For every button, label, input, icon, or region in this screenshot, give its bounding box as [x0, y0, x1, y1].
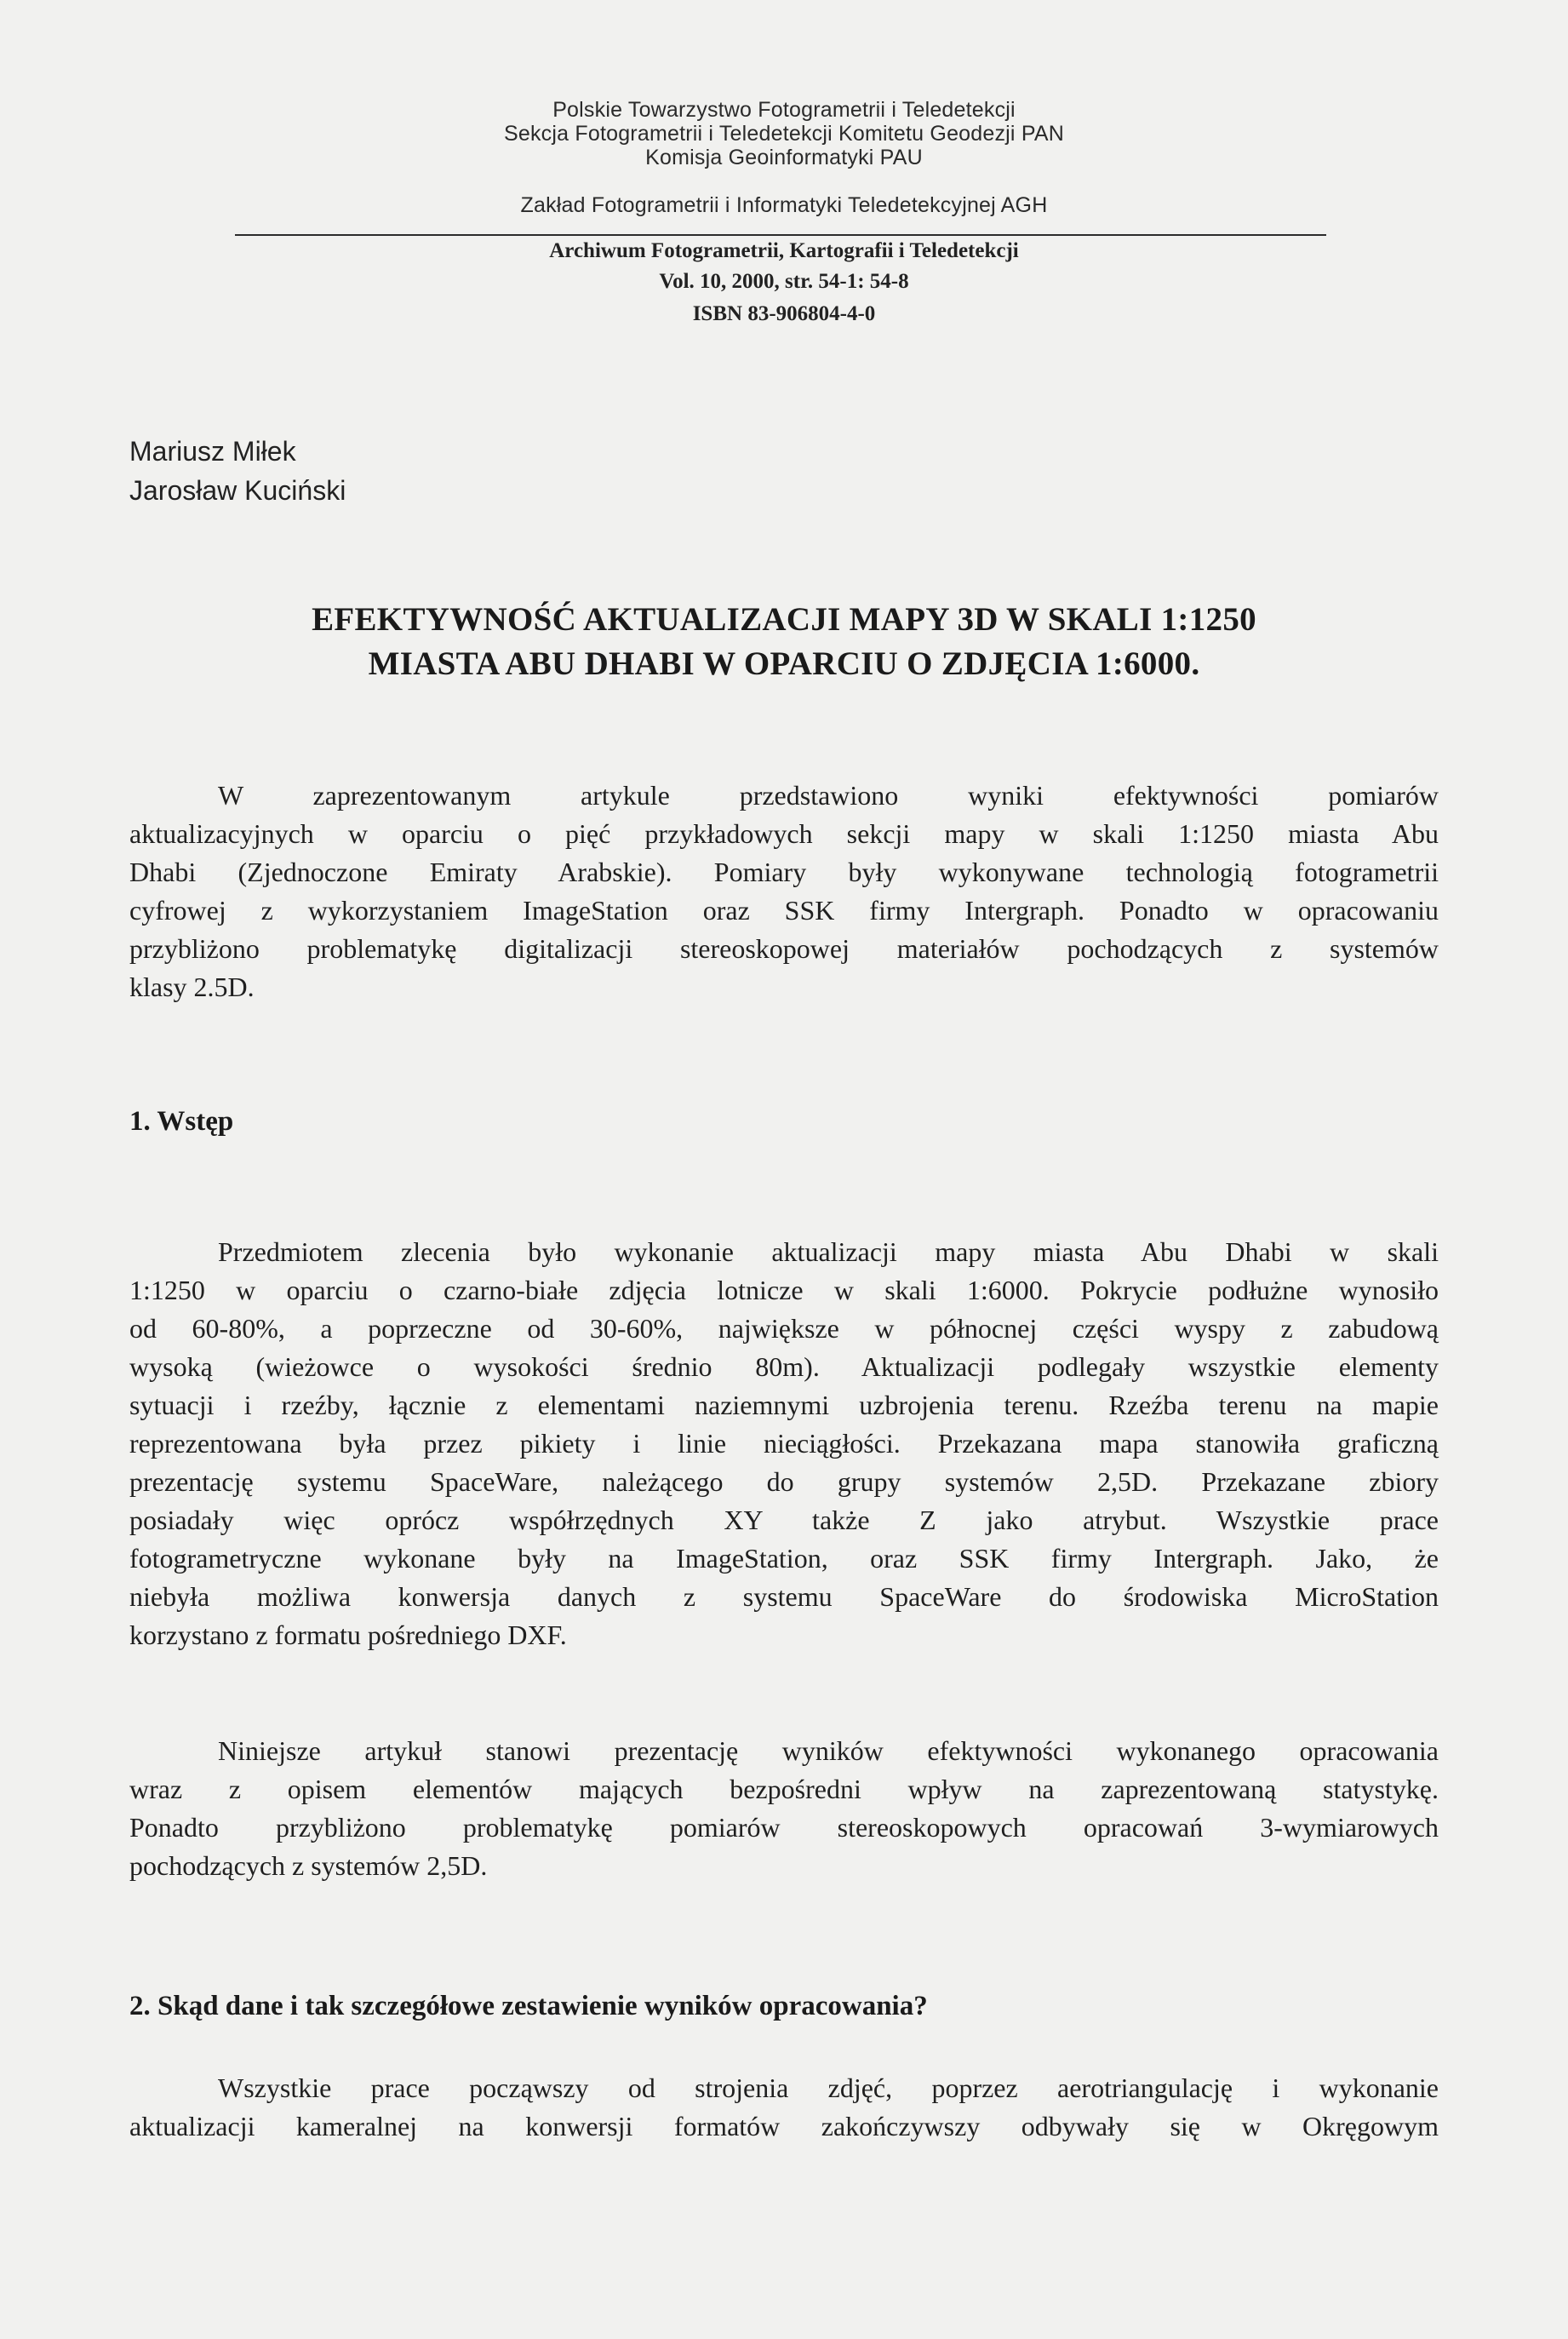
abstract-line: klasy 2.5D. — [129, 972, 255, 1002]
abstract-line: przybliżono problematykę digitalizacji stereoskopowej materiałów pochodzących z systemów — [129, 933, 1439, 964]
journal-isbn: ISBN 83-906804-4-0 — [692, 302, 876, 325]
header-org-line-4: Zakład Fotogrametrii i Informatyki Teledetekcyjnej AGH — [520, 193, 1048, 217]
header-org-line-1: Polskie Towarzystwo Fotogrametrii i Teledetekcji — [552, 98, 1016, 122]
paragraph-line: Przedmiotem zlecenia było wykonanie aktualizacji mapy miasta Abu Dhabi w skali — [218, 1236, 1439, 1267]
journal-volume: Vol. 10, 2000, str. 54-1: 54-8 — [659, 270, 909, 293]
paragraph-line: od 60-80%, a poprzeczne od 30-60%, największe w północnej części wyspy z zabudową — [129, 1313, 1439, 1344]
abstract-line: aktualizacyjnych w oparciu o pięć przykładowych sekcji mapy w skali 1:1250 miasta Abu — [129, 818, 1439, 849]
paragraph-line: 1:1250 w oparciu o czarno-białe zdjęcia lotnicze w skali 1:6000. Pokrycie podłużne wynosiło — [129, 1275, 1439, 1305]
journal-title: Archiwum Fotogrametrii, Kartografii i Teledetekcji — [549, 239, 1019, 262]
paragraph-line: korzystano z formatu pośredniego DXF. — [129, 1620, 567, 1650]
paragraph-line: prezentację systemu SpaceWare, należącego do grupy systemów 2,5D. Przekazane zbiory — [129, 1466, 1439, 1497]
author-2: Jarosław Kuciński — [129, 475, 346, 506]
section-1-paragraph-1 — [129, 1233, 1439, 1654]
paragraph-line: posiadały więc oprócz współrzędnych XY także Z jako atrybut. Wszystkie prace — [129, 1505, 1439, 1535]
header-divider — [235, 234, 1326, 236]
paragraph-line: pochodzących z systemów 2,5D. — [129, 1850, 488, 1881]
abstract-line: Dhabi (Zjednoczone Emiraty Arabskie). Pomiary były wykonywane technologią fotogrametrii — [129, 857, 1439, 887]
section-2-paragraph-1 — [129, 2069, 1439, 2146]
abstract-line: W zaprezentowanym artykule przedstawiono wyniki efektywności pomiarów — [218, 780, 1439, 811]
abstract — [129, 777, 1439, 1006]
header-org-line-2: Sekcja Fotogrametrii i Teledetekcji Komitetu Geodezji PAN — [504, 122, 1064, 146]
paragraph-line: sytuacji i rzeźby, łącznie z elementami naziemnymi uzbrojenia terenu. Rzeźba terenu na mapie — [129, 1390, 1439, 1420]
paper-title-line-1: EFEKTYWNOŚĆ AKTUALIZACJI MAPY 3D W SKALI 1:1250 — [312, 601, 1256, 638]
section-1-paragraph-2 — [129, 1732, 1439, 1885]
paragraph-line: reprezentowana była przez pikiety i linie nieciągłości. Przekazana mapa stanowiła graficzną — [129, 1428, 1439, 1459]
paragraph-line: wysoką (wieżowce o wysokości średnio 80m). Aktualizacji podlegały wszystkie elementy — [129, 1351, 1439, 1382]
abstract-line: cyfrowej z wykorzystaniem ImageStation oraz SSK firmy Intergraph. Ponadto w opracowaniu — [129, 895, 1439, 926]
author-1: Mariusz Miłek — [129, 436, 296, 467]
paragraph-line: aktualizacji kameralnej na konwersji formatów zakończywszy odbywały się w Okręgowym — [129, 2111, 1439, 2141]
paragraph-line: Ponadto przybliżono problematykę pomiarów stereoskopowych opracowań 3-wymiarowych — [129, 1812, 1439, 1843]
paragraph-line: fotogrametryczne wykonane były na ImageStation, oraz SSK firmy Intergraph. Jako, że — [129, 1543, 1439, 1574]
paragraph-line: wraz z opisem elementów mających bezpośredni wpływ na zaprezentowaną statystykę. — [129, 1774, 1439, 1804]
paragraph-line: Wszystkie prace począwszy od strojenia zdjęć, poprzez aerotriangulację i wykonanie — [218, 2072, 1439, 2103]
paragraph-line: Niniejsze artykuł stanowi prezentację wyników efektywności wykonanego opracowania — [218, 1735, 1439, 1766]
paper-title-line-2: MIASTA ABU DHABI W OPARCIU O ZDJĘCIA 1:6000. — [368, 645, 1200, 682]
header-org-line-3: Komisja Geoinformatyki PAU — [645, 146, 923, 169]
section-1-heading: 1. Wstęp — [129, 1106, 234, 1137]
paragraph-line: niebyła możliwa konwersja danych z systemu SpaceWare do środowiska MicroStation — [129, 1581, 1439, 1612]
section-2-heading: 2. Skąd dane i tak szczegółowe zestawienie wyników opracowania? — [129, 1991, 928, 2021]
